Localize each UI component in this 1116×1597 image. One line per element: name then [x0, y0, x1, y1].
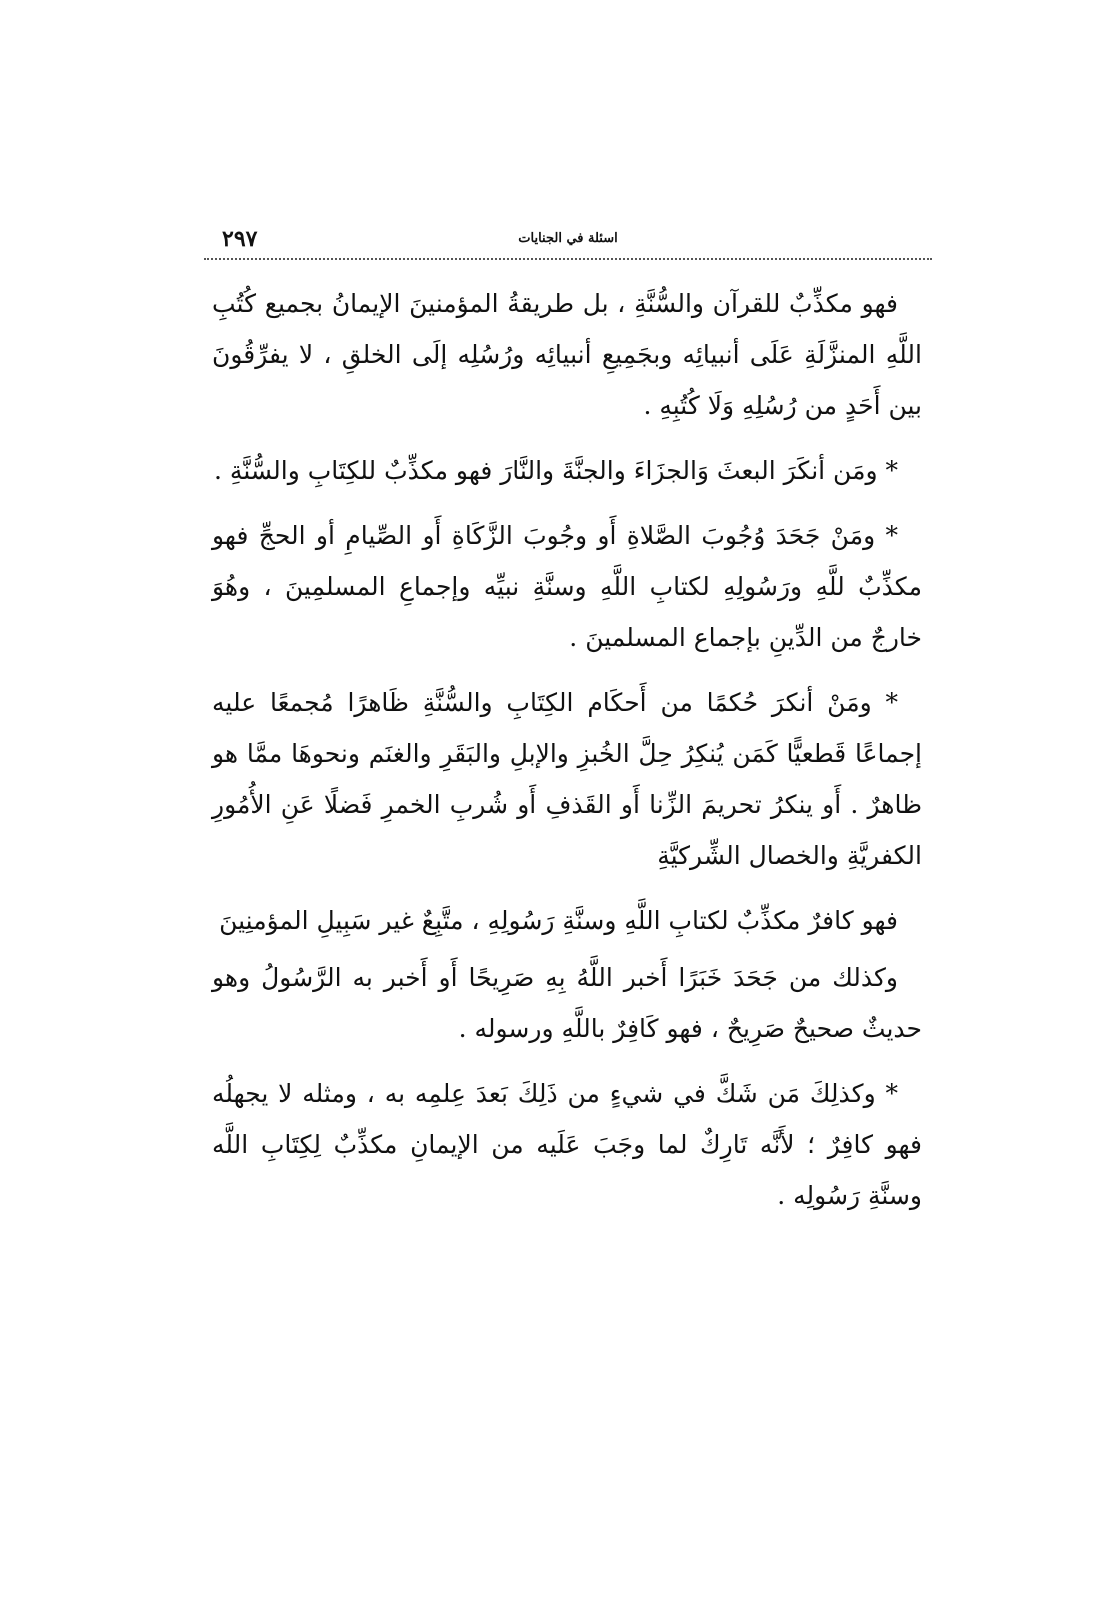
paragraph-ruling-disbeliever: فهو كافرٌ مكذِّبٌ لكتابِ اللَّهِ وسنَّةِ رَسُولِهِ ، متَّبِعٌ غير سَبِيلِ المؤمنِينَ [219, 906, 898, 935]
running-title: اسئلة في الجنايات [518, 231, 618, 246]
paragraph-denial-of-resurrection: * ومَن أنكَرَ البعثَ وَالجزَاءَ والجنَّةَ والنَّارَ فهو مكذِّبٌ للكِتَابِ والسُّنَّةِ . [214, 456, 898, 485]
paragraph-denial-of-rulings: * ومَنْ أنكرَ حُكمًا من أَحكَام الكِتَابِ والسُّنَّةِ ظَاهرًا مُجمعًا عليه إجماعًا قَطعيًّا كَمَن يُنكِرُ حِلَّ الخُبزِ والإبلِ والبَقَرِ والغنَم ونحوهَا ممَّا هو ظاهرٌ . أَو ينكرُ تحريمَ الزِّنا أَو القَذفِ أَو شُربِ الخمرِ فَضلًا عَنِ الأُمُورِ الكفريَّةِ والخصال الشِّركيَّةِ [212, 688, 922, 870]
paragraph-denial-of-obligations: * ومَنْ جَحَدَ وُجُوبَ الصَّلاةِ أَو وجُوبَ الزَّكَاةِ أَو الصِّيامِ أو الحجِّ فهو مكذِّبٌ للَّهِ ورَسُولِهِ لكتابِ اللَّهِ وسنَّةِ نبيِّه وإجماعِ المسلمِينَ ، وهُوَ خارجٌ من الدِّينِ بإجماع المسلمينَ . [212, 521, 922, 652]
paragraph-denial-of-scriptures: فهو مكذِّبٌ للقرآن والسُّنَّةِ ، بل طريقةُ المؤمنينَ الإيمانُ بجميع كُتُبِ اللَّهِ المنزَّلَةِ عَلَى أنبيائِه وبجَمِيعِ أنبيائِه ورُسُلِه إلَى الخلقِ ، لا يفرِّقُونَ بين أَحَدٍ من رُسُلِهِ وَلَا كُتُبِهِ . [212, 289, 922, 420]
page-body [212, 278, 922, 1235]
page-header [206, 226, 930, 258]
paragraph-denial-of-reports: وكذلك من جَحَدَ خَبَرًا أَخبر اللَّهُ بِهِ صَرِيحًا أَو أَخبر به الرَّسُولُ وهو حديثٌ صحيحٌ صَرِيحٌ ، فهو كَافِرٌ باللَّهِ ورسوله . [212, 963, 922, 1043]
paragraph-doubt: * وكذلِكَ مَن شَكَّ في شيءٍ من ذَلِكَ بَعدَ عِلمِه به ، ومثله لا يجهلُه فهو كافِرٌ ؛ لأَنَّه تَارِكٌ لما وجَبَ عَلَيه من الإيمانِ مكذِّبٌ لِكِتَابِ اللَّه وسنَّةِ رَسُولِه . [212, 1079, 922, 1210]
page-number: ٢٩٧ [222, 226, 258, 252]
header-divider [204, 258, 932, 260]
